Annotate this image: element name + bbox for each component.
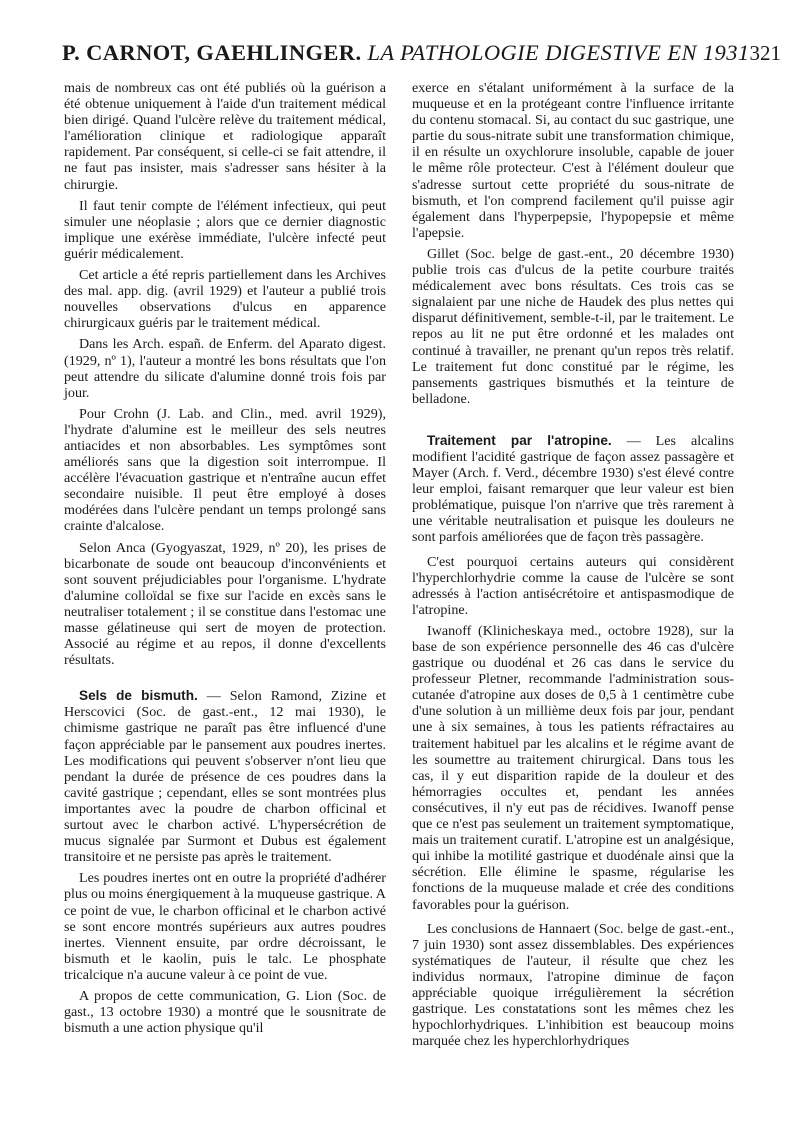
section-paragraph bbox=[64, 688, 386, 865]
section-paragraph bbox=[412, 433, 734, 546]
running-header bbox=[62, 40, 781, 74]
header-authors: P. CARNOT, GAEHLINGER. bbox=[62, 40, 362, 65]
running-head bbox=[62, 40, 750, 66]
page-number: 321 bbox=[749, 41, 781, 65]
paragraph: Iwanoff (Klinicheskaya med., octobre 1928), sur la base de son expérience personnelle des 46 cas d'ulcère gastrique ou duodénal et 26 cas dans le service du professeur Pletner, recommande l'administration sous-cutanée d'atropine aux doses de 0,5 à 1 centimètre cube d'une solution à un millième deux fois par jour, pendant une à six semaines, à tous les patients réfractaires au traitement habituel par les alcalins et le régime avant de les soumettre au traitement chirurgical. Dans tous les cas, il y eut disparition rapide de la douleur et des hémorragies occultes et, pendant les années consécutives, il n'y eut pas de récidives. Iwanoff pense que ce n'est pas seulement un traitement symptomatique, mais un traitement curatif. L'atropine est un analgésique, qui inhibe la motilité gastrique et duodénale ainsi que la sécrétion. Elle élimine le spasme, régularise les fonctions de la muqueuse malade et crée des conditions favorables pour la guérison. bbox=[412, 622, 734, 913]
paragraph: Il faut tenir compte de l'élément infectieux, qui peut simuler une néoplasie ; alors que ce dernier diagnostic implique une exérèse immédiate, l'ulcère infecté peut guérir médicalement. bbox=[64, 197, 386, 262]
section-heading: Traitement par l'atropine. bbox=[427, 432, 612, 448]
paragraph: A propos de cette communication, G. Lion (Soc. de gast., 13 octobre 1930) a montré que le sousnitrate de bismuth a une action physique qu'il bbox=[64, 987, 386, 1037]
paragraph: Les conclusions de Hannaert (Soc. belge de gast.-ent., 7 juin 1930) sont assez dissemblables. Des expériences systématiques de l'auteur, il résulte que chez les individus normaux, l'atropine diminue de façon appréciable quoique irrégulièrement la sécrétion gastrique. Les constatations sont les mêmes chez les hypochlorhydriques. L'inhibition est beaucoup moins marquée chez les hyperchlorhydriques bbox=[412, 920, 734, 1050]
paragraph: Gillet (Soc. belge de gast.-ent., 20 décembre 1930) publie trois cas d'ulcus de la petite courbure traités médicalement avec bons résultats. Ces trois cas se signalaient par une niche de Haudek des plus nettes qui disparut définitivement, semble-t-il, par le traitement. Le repos au lit ne put être ordonné et les malades ont continué à travailler, ne prenant qu'un repos très relatif. Le traitement fut donc constitué par le régime, les pansements gastriques bismuthés et la teinture de belladone. bbox=[412, 245, 734, 407]
paragraph: Cet article a été repris partiellement dans les Archives des mal. app. dig. (avril 1929) et l'auteur a publié trois nouvelles observations d'ulcus en apparence chirurgicaux guéris par le traitement médical. bbox=[64, 267, 386, 332]
paragraph: mais de nombreux cas ont été publiés où la guérison a été obtenue uniquement à l'aide d'un traitement médical bien dirigé. Quand l'ulcère relève du traitement médical, l'amélioration clinique et radiologique apparaît rapidement. Par conséquent, si celle-ci se fait attendre, il ne faut pas insister, mais s'adresser sans hésiter à la chirurgie. bbox=[64, 80, 386, 193]
paragraph: Dans les Arch. españ. de Enferm. del Aparato digest. (1929, nº 1), l'auteur a montré les bons résultats que l'on peut attendre du silicate d'alumine donné trois fois par jour. bbox=[64, 336, 386, 401]
section-heading: Sels de bismuth. bbox=[79, 688, 198, 704]
left-column bbox=[64, 80, 386, 1036]
paragraph: Les poudres inertes ont en outre la propriété d'adhérer plus ou moins énergiquement à la muqueuse gastrique. A ce point de vue, le charbon officinal et le charbon activé se sont encore montrés supérieurs aux autres poudres inertes. Viennent ensuite, par ordre décroissant, le bismuth et le kaolin, puis le talc. Le phosphate tricalcique n'a aucune valeur à ce point de vue. bbox=[64, 870, 386, 983]
paragraph: exerce en s'étalant uniformément à la surface de la muqueuse et en la protégeant contre l'influence irritante du contenu stomacal. Si, au contact du suc gastrique, une partie du sous-nitrate subit une transformation chimique, il en résulte un oxychlorure insoluble, capable de jouer le même rôle protecteur. C'est à l'élément douleur que s'adresse surtout cette propriété du sous-nitrate de bismuth, et l'on comprend facilement qu'il puisse agir également dans l'hyperpepsie, l'hypopepsie et même l'apepsie. bbox=[412, 80, 734, 241]
right-column bbox=[412, 80, 734, 1049]
paragraph-text: — Selon Ramond, Zizine et Herscovici (Soc. de gast.-ent., 12 mai 1930), le chimisme gastrique ne paraît pas être influencé d'une façon appréciable par le pansement aux poudres inertes. Les modifications qui peuvent s'observer n'ont lieu que pendant la durée de présence de ces poudres dans la cavité gastrique ; cependant, elles se sont montrées plus importantes avec la poudre de charbon officinal et surtout avec le charbon activé. L'hypersécrétion de mucus signalée par Surmont et Dubus est également transitoire et ne persiste pas après le traitement. bbox=[64, 688, 386, 866]
header-title: LA PATHOLOGIE DIGESTIVE EN 1931 bbox=[367, 40, 750, 65]
paragraph-text: — Les alcalins modifient l'acidité gastrique de façon assez passagère et Mayer (Arch. f. Verd., décembre 1930) s'est élevé contre leur emploi, faisant remarquer que leur valeur est bien problématique, puisque l'on n'arrive que très rarement à une véritable neutralisation et puisque les douleurs ne sont parfois améliorées que de façon très passagère. bbox=[412, 432, 734, 546]
paragraph: Selon Anca (Gyogyaszat, 1929, nº 20), les prises de bicarbonate de soude ont beaucoup d'inconvénients et sont souvent préjudiciables pour l'organisme. L'hydrate d'alumine colloïdal se fixe sur l'acide en excès sans le neutraliser totalement ; il se constitue dans l'estomac une masse gélatineuse qui sert de moyen de protection. Associé au régime et au repos, il donne d'excellents résultats. bbox=[64, 539, 386, 669]
paragraph: Pour Crohn (J. Lab. and Clin., med. avril 1929), l'hydrate d'alumine est le meilleur des sels neutres antiacides et non absorbables. Les symptômes sont améliorés sans que la digestion soit interrompue. Il accélère l'évacuation gastrique et n'entraîne aucun effet secondaire nuisible. Il peut être employé à doses modérées dans l'ulcère pendant un temps prolongé sans crainte d'alcalose. bbox=[64, 405, 386, 535]
paragraph: C'est pourquoi certains auteurs qui considèrent l'hyperchlorhydrie comme la cause de l'ulcère se sont adressés à l'action antisécrétoire et antispasmodique de l'atropine. bbox=[412, 553, 734, 618]
